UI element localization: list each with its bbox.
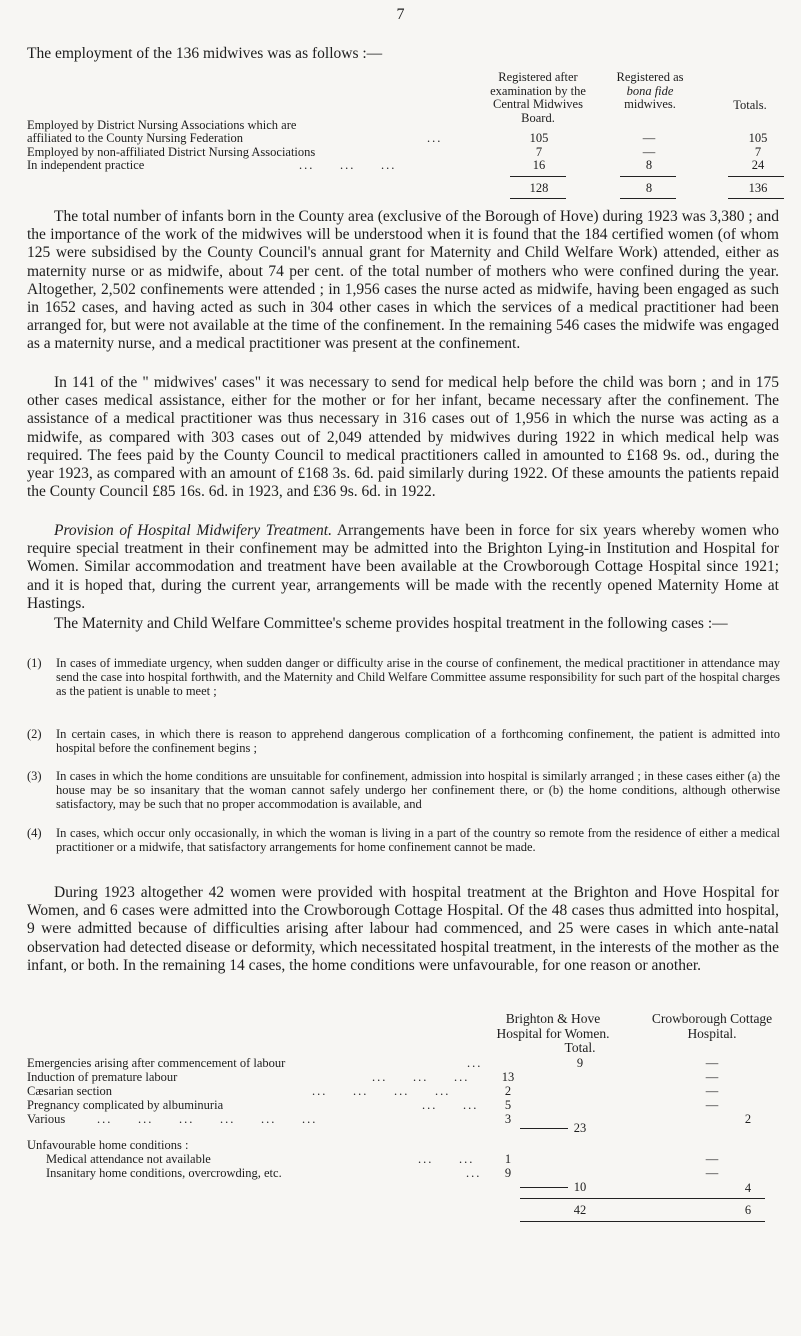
cell-various-crowborough: 2 — [744, 1112, 752, 1126]
cell-insanitary-sub: 9 — [504, 1166, 512, 1180]
row-label-caesarian: Cæsarian section ... ... ... ... — [27, 1084, 451, 1098]
cell-affiliated-bona-fide: — — [642, 131, 656, 145]
subtotal-unfavourable: 10 — [573, 1180, 587, 1194]
paragraph-1923-admissions: During 1923 altogether 42 women were provided with hospital treatment at the Brighton and Hove Hospital for Women, and 6 cases were admitted into the Crowborough Cottage Hospital. Of the 48 cases thus admitted into hospital, 9 were admitted because of difficulties arising after labour had commenced, and 25 were cases in which ante-natal observation had detected disease or deformity, which necessitated hospital treatment, in the interests of the mother as the infant, or both. In the remaining 14 cases, the home conditions were unfavourable, for one reason or another. — [27, 884, 779, 974]
cell-non-affiliated-total: 7 — [754, 145, 762, 159]
subtotal-crowborough: 4 — [744, 1181, 752, 1195]
cell-independent-registered: 16 — [532, 158, 546, 172]
rule — [728, 176, 784, 177]
case-text: In cases in which the home conditions are unsuitable for confinement, admission into hospital is similarly arranged ; in these cases either (a) the house may be so insanitary that the woman cannot safely undergo her confinement there, or (b) the home conditions, although otherwise satisfactory, may be such that no proper accommodation is available, and — [56, 769, 780, 812]
unfavourable-heading: Unfavourable home conditions : — [27, 1138, 189, 1152]
cell-emergencies-total: 9 — [576, 1056, 584, 1070]
cell-independent-bona-fide: 8 — [645, 158, 653, 172]
cell-independent-total: 24 — [751, 158, 765, 172]
rule — [620, 198, 676, 199]
rule — [520, 1221, 765, 1222]
cell-affiliated-registered: 105 — [529, 131, 549, 145]
cell-medical-attendance-sub: 1 — [504, 1152, 512, 1166]
cell-emergencies-crowborough: — — [705, 1056, 719, 1070]
total-bona-fide: 8 — [645, 181, 653, 195]
case-number: (2) — [27, 727, 42, 741]
col-header-registered-after: Registered after examination by the Central Midwives Board. — [490, 70, 586, 125]
total-registered: 128 — [529, 181, 549, 195]
row-label-induction: Induction of premature labour ... ... ... — [27, 1070, 470, 1084]
paragraph-scheme: The Maternity and Child Welfare Committee's scheme provides hospital treatment in the following cases :— — [54, 615, 728, 632]
row-label-affiliated-l2: affiliated to the County Nursing Federation ... — [27, 131, 443, 145]
row-label-insanitary: Insanitary home conditions, overcrowding, etc. ... — [46, 1166, 482, 1180]
grand-total: 136 — [748, 181, 768, 195]
grand-total-crowborough: 6 — [744, 1203, 752, 1217]
cell-non-affiliated-registered: 7 — [535, 145, 543, 159]
grand-total-brighton: 42 — [573, 1203, 587, 1217]
rule — [510, 176, 566, 177]
col-header-totals: Totals. — [733, 98, 767, 112]
cell-albuminuria-crowborough: — — [705, 1098, 719, 1112]
row-label-medical-attendance: Medical attendance not available ... ... — [46, 1152, 475, 1166]
cell-various-sub: 3 — [504, 1112, 512, 1126]
cell-affiliated-total: 105 — [748, 131, 768, 145]
cell-induction-crowborough: — — [705, 1070, 719, 1084]
case-text: In certain cases, in which there is reason to apprehend dangerous complication of a forthcoming confinement, the patient is admitted into hospital before the confinement begins ; — [56, 727, 780, 756]
cell-caesarian-crowborough: — — [705, 1084, 719, 1098]
section-title: Provision of Hospital Midwifery Treatment. — [54, 522, 332, 539]
case-number: (4) — [27, 826, 42, 840]
row-label-non-affiliated: Employed by non-affiliated District Nursing Associations — [27, 145, 316, 159]
col-header-brighton-hove: Brighton & Hove Hospital for Women. Total. — [496, 1011, 610, 1055]
case-number: (1) — [27, 656, 42, 670]
case-text: In cases of immediate urgency, when sudden danger or difficulty arise in the course of confinement, the medical practitioner in attendance may send the case into hospital forthwith, and the Maternity and Child Welfare Committee assume responsibility for such part of the hospital charges as the patient is unable to meet ; — [56, 656, 780, 699]
cell-non-affiliated-bona-fide: — — [642, 145, 656, 159]
cell-insanitary-crowborough: — — [705, 1166, 719, 1180]
row-label-albuminuria: Pregnancy complicated by albuminuria ... ... — [27, 1098, 479, 1112]
row-label-emergencies: Emergencies arising after commencement of labour ... — [27, 1056, 483, 1070]
page-number: 7 — [396, 6, 405, 23]
rule — [728, 198, 784, 199]
cell-albuminuria-sub: 5 — [504, 1098, 512, 1112]
cell-medical-attendance-crowborough: — — [705, 1152, 719, 1166]
subtotal-difficulties: 23 — [573, 1121, 587, 1135]
col-header-bona-fide: Registered as bona fide midwives. — [616, 70, 684, 111]
paragraph-medical-help: In 141 of the " midwives' cases" it was necessary to send for medical help before the child was born ; and in 175 other cases medical assistance, either for the mother or for her infant, became necessary after the confinement. The assistance of a medical practitioner was thus necessary in 316 cases out of 1,956 in which the nurse was acting as a midwife, as compared with 303 cases out of 2,049 attended by midwives during 1922 in which medical help was required. The fees paid by the County Council to medical practitioners called in amounted to £168 9s. od., during the year 1923, as compared with an amount of £168 3s. 6d. paid similarly during 1922. Of these amounts the patients repaid the County Council £85 16s. 6d. in 1923, and £36 9s. 6d. in 1922. — [27, 374, 779, 501]
row-label-independent: In independent practice ... ... ... — [27, 158, 397, 172]
case-text: In cases, which occur only occasionally, in which the woman is living in a part of the country so remote from the residence of either a medical practitioner or a midwife, that satisfactory arrangements for home confinement cannot be made. — [56, 826, 780, 855]
paragraph-hospital-provision: Provision of Hospital Midwifery Treatment. Arrangements have been in force for six years whereby women who require special treatment in their confinement may be admitted into the Brighton Lying-in Institution and Hospital for Women. Similar accommodation and treatment have been available at the Crowborough Cottage Hospital since 1921; and it is hoped that, during the current year, arrangements will be made with the recently opened Maternity Home at Hastings. — [27, 522, 780, 612]
paragraph-infants-born: The total number of infants born in the County area (exclusive of the Borough of Hove) during 1923 was 3,380 ; and the importance of the work of the midwives will be understood when it is found that the 184 certified women (of whom 125 were subsidised by the County Council's annual grant for Maternity and Child Welfare Work) attended, either as maternity nurse or as midwife, about 74 per cent. of the total number of mothers who were confined during the year. Altogether, 2,502 confinements were attended ; in 1,956 cases the nurse acted as midwife, having been engaged as such in 1652 cases, and having acted as such in 304 other cases in which the services of a medical practitioner had been arranged for, but were not available at the time of the confinement. In the remaining 546 cases the midwife was engaged as a maternity nurse, and a medical practitioner was present at the confinement. — [27, 208, 779, 353]
rule — [510, 198, 566, 199]
rule — [620, 176, 676, 177]
intro-sentence: The employment of the 136 midwives was as follows :— — [27, 45, 383, 62]
rule — [520, 1198, 765, 1199]
row-label-affiliated-l1: Employed by District Nursing Associations which are — [27, 118, 297, 132]
col-header-crowborough: Crowborough Cottage Hospital. — [651, 1011, 773, 1041]
row-label-various: Various ... ... ... ... ... ... — [27, 1112, 318, 1126]
cell-induction-sub: 13 — [501, 1070, 515, 1084]
case-number: (3) — [27, 769, 42, 783]
cell-caesarian-sub: 2 — [504, 1084, 512, 1098]
